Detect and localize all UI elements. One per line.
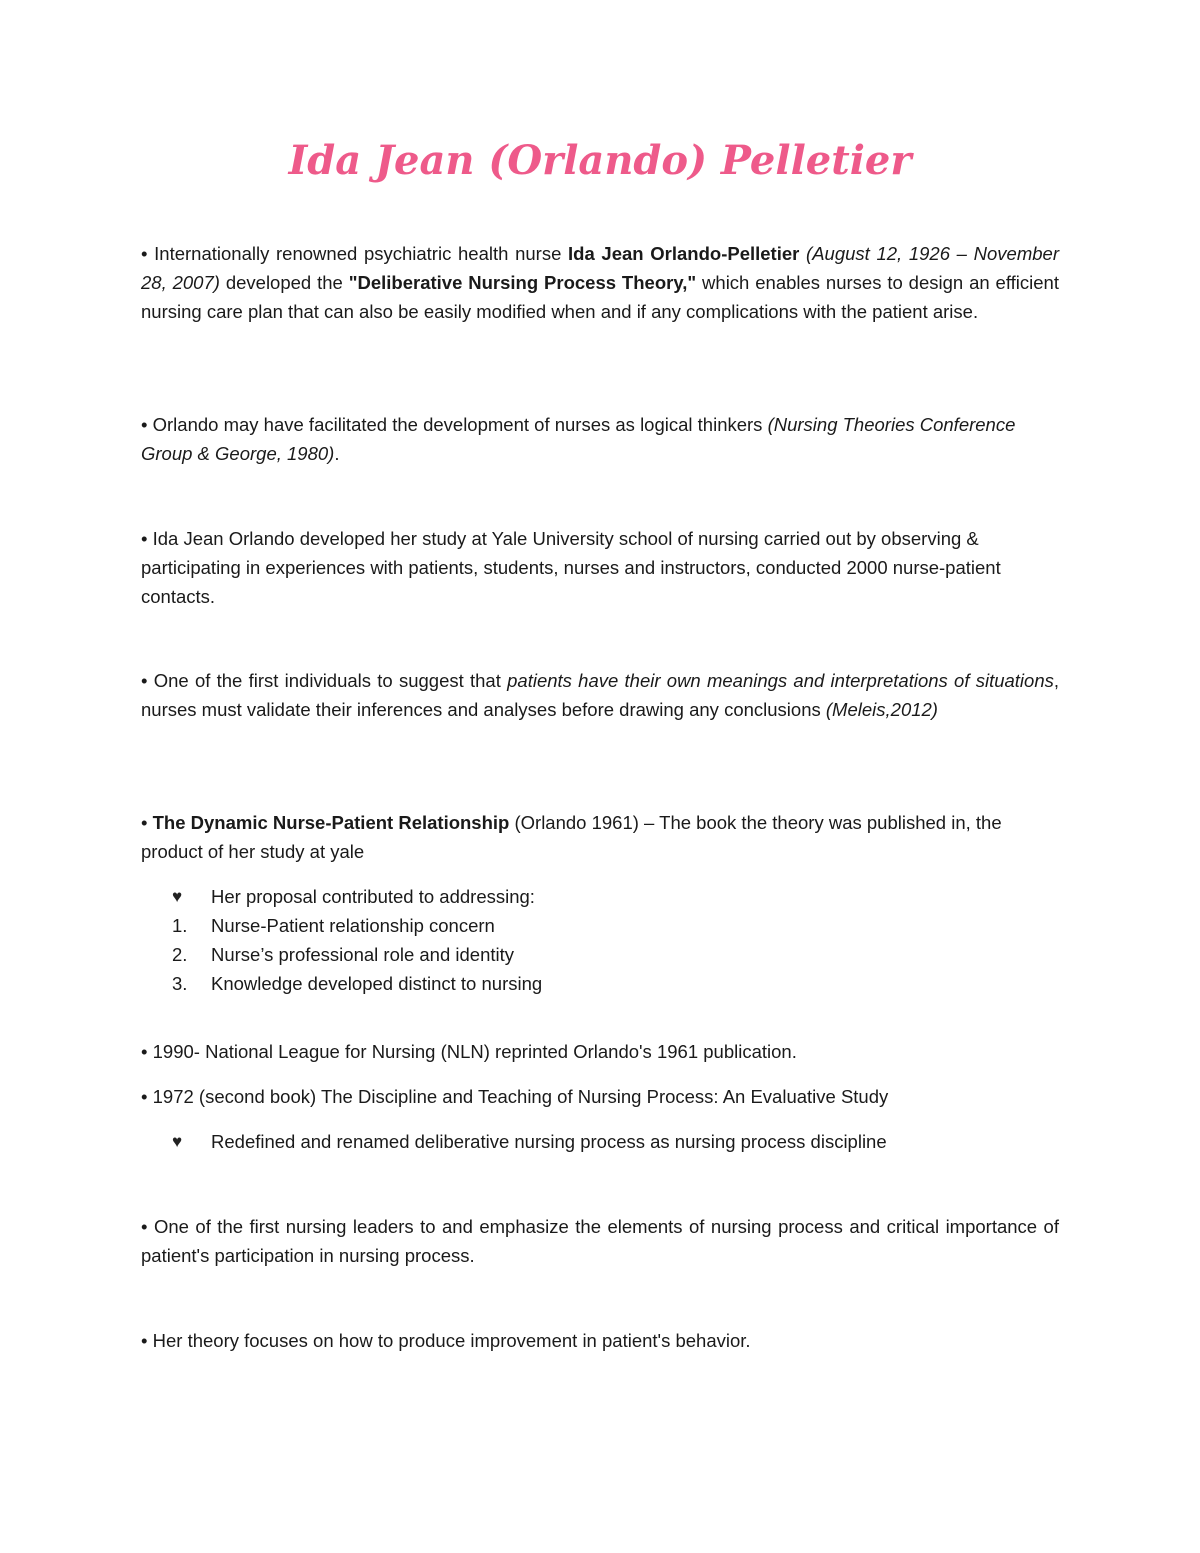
paragraph-nursing-leaders: • One of the first nursing leaders to and emphasize the elements of nursing process and critical importance of patient's participation in nursing process. xyxy=(141,1216,1059,1266)
paragraph-theory-focus: • Her theory focuses on how to produce improvement in patient's behavior. xyxy=(141,1330,751,1351)
list-number: 2. xyxy=(172,944,188,965)
theory-name: "Deliberative Nursing Process Theory," xyxy=(348,271,697,293)
book-title: The Dynamic Nurse-Patient Relationship xyxy=(152,812,510,833)
bullet-icon: • xyxy=(141,1330,148,1351)
paragraph-book: • The Dynamic Nurse-Patient Relationship (Orlando 1961) – The book the theory was published in, the product of her study at yale xyxy=(141,812,1002,862)
bullet-icon: • xyxy=(141,812,148,833)
person-name: Ida Jean Orlando-Pelletier xyxy=(568,243,800,264)
bullet-icon: • xyxy=(141,528,148,549)
bullet-icon: • xyxy=(141,670,148,691)
list-item-text: Nurse’s professional role and identity xyxy=(211,944,515,965)
life-dates: (August 12, 1926 – November 28, 2007) xyxy=(141,243,1059,293)
citation: (Meleis,2012) xyxy=(825,698,938,720)
list-number: 1. xyxy=(172,915,188,936)
list-item-text: Knowledge developed distinct to nursing xyxy=(211,973,543,994)
heart-icon: ♥ xyxy=(172,1132,183,1151)
paragraph-meanings: • One of the first individuals to suggest that patients have their own meanings and interpretations of situations, nurses must validate their inferences and analyses before drawing any conclusions (Meleis,2012) xyxy=(141,670,1060,720)
bullet-icon: • xyxy=(141,1086,148,1107)
bullet-icon: • xyxy=(141,1216,148,1237)
paragraph-logical-thinkers: • Orlando may have facilitated the development of nurses as logical thinkers (Nursing Theories Conference Group & George, 1980). xyxy=(141,414,1016,464)
list-heading: Her proposal contributed to addressing: xyxy=(211,886,535,907)
paragraph-second-book: • 1972 (second book) The Discipline and Teaching of Nursing Process: An Evaluative Study xyxy=(141,1086,889,1107)
heart-icon: ♥ xyxy=(172,887,183,906)
paragraph-yale-study: • Ida Jean Orlando developed her study at Yale University school of nursing carried out by observing & participating in experiences with patients, students, nurses and instructors, conducted 2000 nurse-patient contacts. xyxy=(141,528,1001,607)
list-number: 3. xyxy=(172,973,188,994)
emphasis-text: patients have their own meanings and interpretations of situations xyxy=(507,670,1054,691)
citation: (Nursing Theories Conference Group & George, 1980) xyxy=(141,414,1016,464)
page-title: Ida Jean (Orlando) Pelletier xyxy=(288,137,912,184)
bullet-icon: • xyxy=(141,1041,148,1062)
bullet-icon: • xyxy=(141,414,148,435)
list-item-text: Redefined and renamed deliberative nursing process as nursing process discipline xyxy=(211,1131,887,1152)
list-item-text: Nurse-Patient relationship concern xyxy=(211,915,495,936)
bullet-icon: • xyxy=(141,243,148,264)
paragraph-nln-reprint: • 1990- National League for Nursing (NLN) reprinted Orlando's 1961 publication. xyxy=(141,1041,797,1062)
paragraph-intro: • Internationally renowned psychiatric health nurse Ida Jean Orlando-Pelletier (August 12, 1926 – November 28, 2007) developed the "Deliberative Nursing Process Theory," which enables nurses to design an efficient nursing care plan that can also be easily modified when and if any complications with the patient arise. xyxy=(141,243,1059,322)
